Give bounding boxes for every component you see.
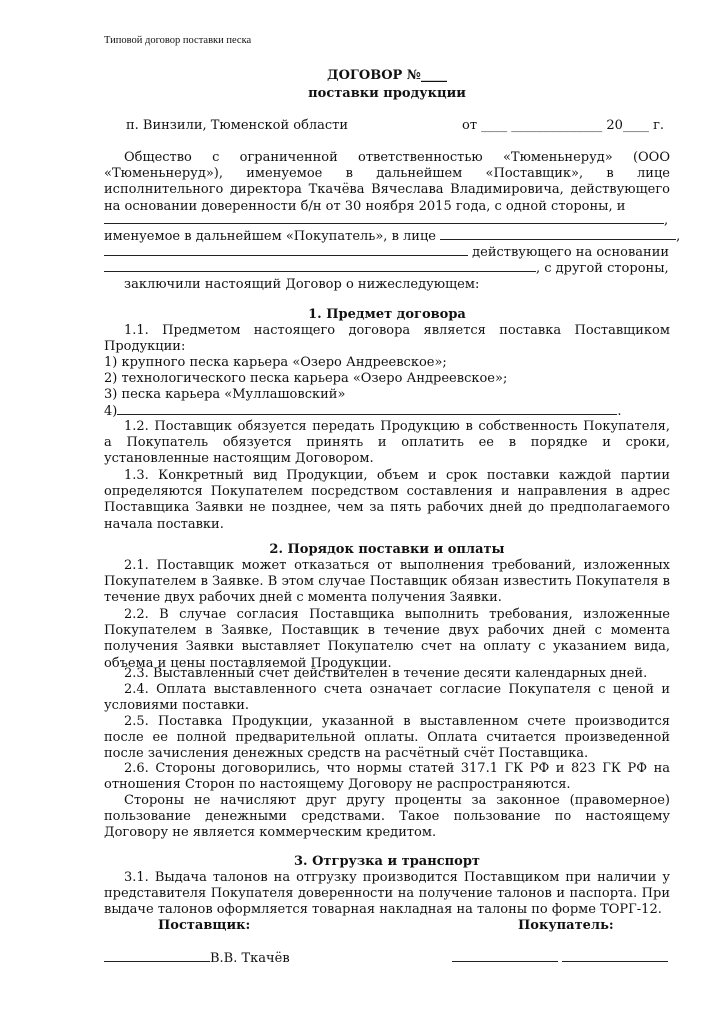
- contract-place: п. Винзили, Тюменской области: [126, 118, 349, 133]
- buyer-signature-label: Покупатель:: [518, 918, 614, 933]
- signature-blank: [562, 950, 668, 962]
- running-header: Типовой договор поставки песка: [104, 35, 252, 46]
- supplier-signatory-name: В.В. Ткачёв: [210, 951, 290, 966]
- supplier-signature-label: Поставщик:: [158, 918, 251, 933]
- buyer-signature-line: [452, 950, 668, 967]
- acting-basis-text: действующего на основании: [472, 245, 670, 260]
- product-item-2: 2) технологического песка карьера «Озеро Андреевское»;: [104, 371, 508, 386]
- clause-2-6: 2.6. Стороны договорились, что нормы статей 317.1 ГК РФ и 823 ГК РФ на отношения Сторон по настоящему Договору не распространяются.: [104, 761, 670, 793]
- clause-1-1: 1.1. Предметом настоящего договора является поставка Поставщиком Продукции:: [104, 323, 670, 355]
- other-party-line: [104, 260, 670, 277]
- clause-interest-note: Стороны не начисляют друг другу проценты за законное (правомерное) пользование денежными средствами. Такое пользование по настоящему Договору не является коммерческим кредитом.: [104, 793, 670, 841]
- line-end-comma: ,: [664, 213, 669, 228]
- signature-blank: [104, 950, 210, 962]
- contract-subtitle: поставки продукции: [308, 86, 466, 101]
- fill-blank: [104, 212, 664, 224]
- clause-2-2: 2.2. В случае согласия Поставщика выполнить требования, изложенные Покупателем в Заявке, Поставщик в течение двух рабочих дней с момента получения Заявки выставляет Покупателю счет на оплату с указанием вида, объема и цены поставляемой Продукции.: [104, 607, 670, 671]
- supplier-signature-line: [104, 950, 290, 967]
- clause-1-3: 1.3. Конкретный вид Продукции, объем и срок поставки каждой партии определяются Покупателем посредством составления и направления в адрес Поставщика Заявки не позднее, чем за пять рабочих дней до предполагаемого начала поставки.: [104, 468, 670, 532]
- fill-blank: [104, 260, 536, 272]
- clause-1-2: 1.2. Поставщик обязуется передать Продукцию в собственность Покупателя, а Покупатель обязуется принять и оплатить ее в порядке и сроки, установленные настоящим Договором.: [104, 419, 670, 467]
- concluded-text: заключили настоящий Договор о нижеследующем:: [124, 277, 480, 292]
- section-1-heading: 1. Предмет договора: [308, 307, 466, 322]
- product-item-4: [104, 403, 670, 420]
- preamble-paragraph: Общество с ограниченной ответственностью «Тюменьнеруд» (ООО «Тюменьнеруд»), именуемое в дальнейшем «Поставщик», в лице исполнительного директора Ткачёва Вячеслава Владимировича, действующего на основании доверенности б/н от 30 ноября 2015 года, с одной стороны, и: [104, 150, 670, 214]
- contract-title: ДОГОВОР №____: [327, 68, 447, 83]
- signature-blank: [452, 950, 558, 962]
- item-4-number: 4): [104, 404, 118, 419]
- section-2-heading: 2. Порядок поставки и оплаты: [269, 542, 505, 557]
- clause-2-5: 2.5. Поставка Продукции, указанной в выставленном счете производится после ее полной предварительной оплаты. Оплата считается произведенной после зачисления денежных средств на расчётный счёт Поставщика.: [104, 714, 670, 762]
- clause-2-1: 2.1. Поставщик может отказаться от выполнения требований, изложенных Покупателем в Заявке. В этом случае Поставщик обязан известить Покупателя в течение двух рабочих дней с момента получения Заявки.: [104, 558, 670, 606]
- other-party-text: , с другой стороны,: [536, 261, 669, 276]
- acting-basis-line: [104, 244, 670, 261]
- line-end-period: .: [617, 404, 622, 419]
- buyer-representative-line: [104, 228, 681, 245]
- fill-blank: [117, 403, 617, 415]
- clause-3-1: 3.1. Выдача талонов на отгрузку производится Поставщиком при наличии у представителя Покупателя доверенности на получение талонов и паспорта. При выдаче талонов оформляется товарная накладная на талоны по форме ТОРГ-12.: [104, 870, 670, 918]
- product-item-1: 1) крупного песка карьера «Озеро Андреевское»;: [104, 355, 447, 370]
- product-item-3: 3) песка карьера «Муллашовский»: [104, 387, 346, 402]
- contract-date: от ____ ______________ 20____ г.: [462, 118, 665, 133]
- clause-2-4: 2.4. Оплата выставленного счета означает согласие Покупателя с ценой и условиями поставки.: [104, 682, 670, 714]
- fill-blank: [440, 228, 676, 240]
- fill-blank: [104, 244, 468, 256]
- line-end-comma: ,: [676, 229, 681, 244]
- buyer-designation-text: именуемое в дальнейшем «Покупатель», в лице: [104, 229, 437, 244]
- section-3-heading: 3. Отгрузка и транспорт: [294, 854, 480, 869]
- clause-2-3: 2.3. Выставленный счет действителен в течение десяти календарных дней.: [124, 666, 648, 681]
- blank-line-party: [104, 212, 670, 229]
